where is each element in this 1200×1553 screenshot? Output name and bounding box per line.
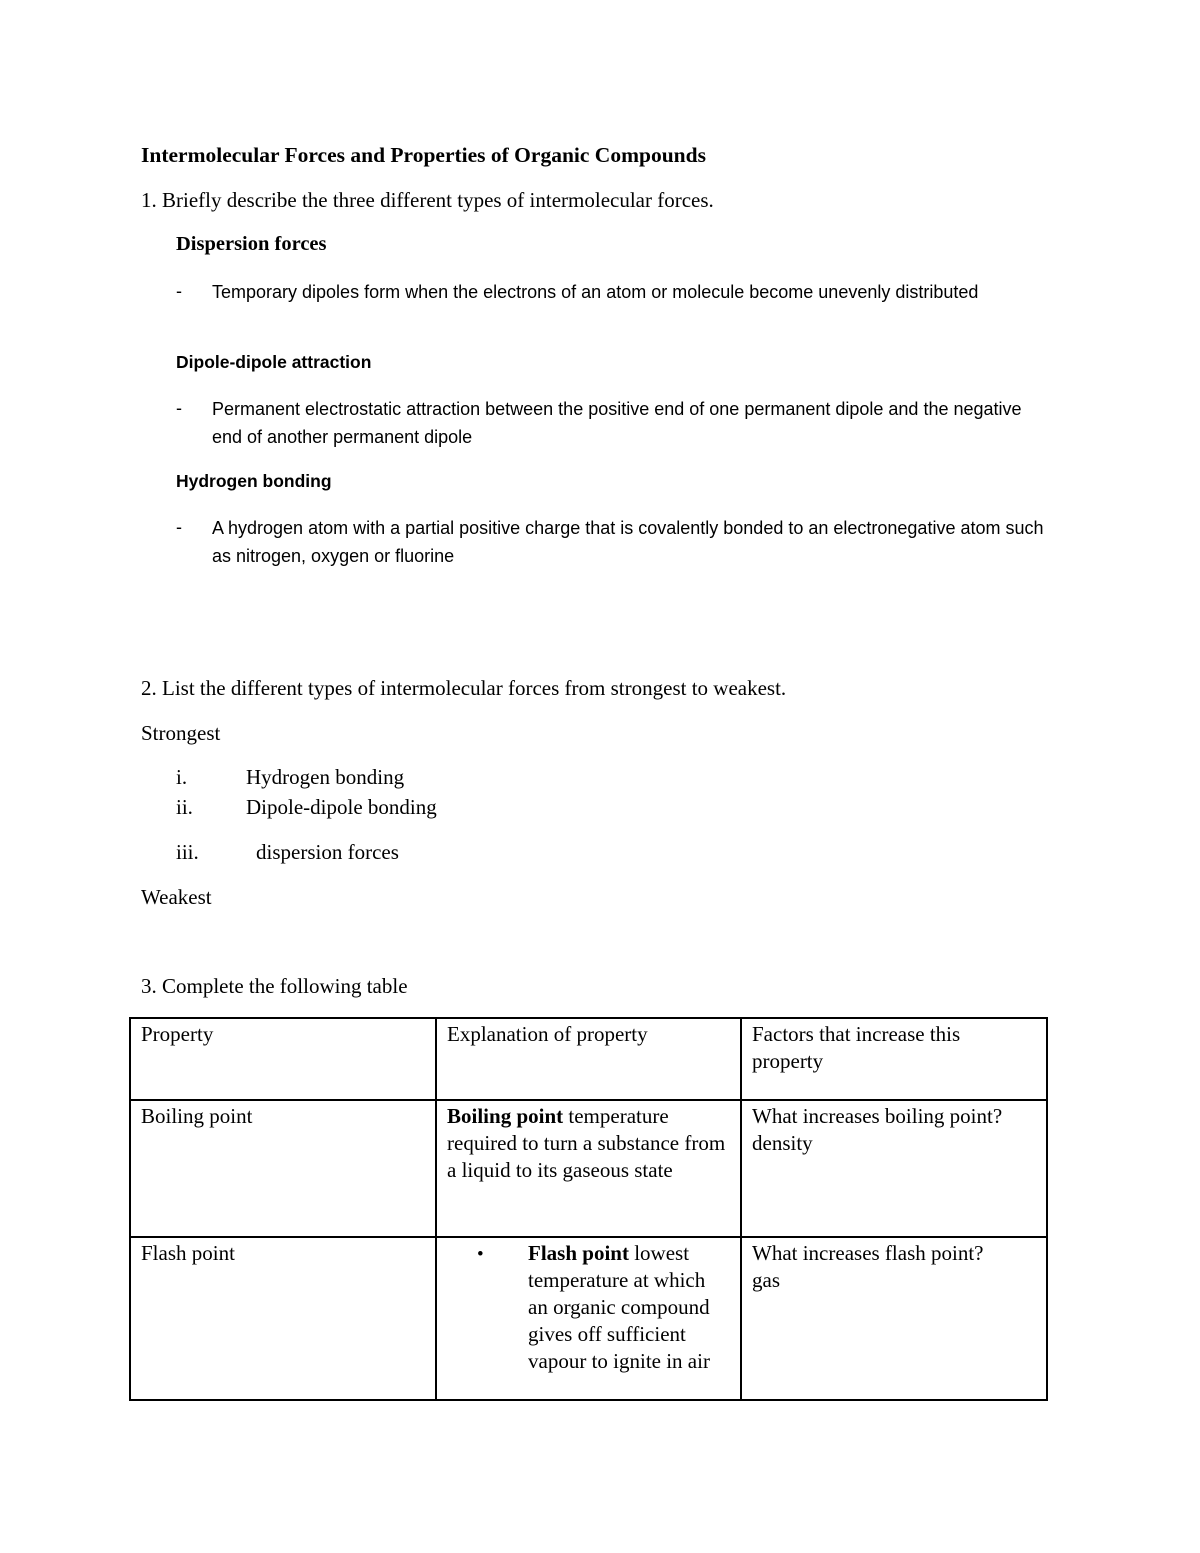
factor-cell [741,1100,1047,1237]
force-description-hydrogen: A hydrogen atom with a partial positive charge that is covalently bonded to an electronegative atom such as nitrogen, oxygen or fluorine [212,518,1044,566]
factor-question: What increases boiling point? [752,1104,1003,1128]
question-1-prompt: 1. Briefly describe the three different types of intermolecular forces. [141,188,714,212]
force-heading-hydrogen: Hydrogen bonding [176,471,332,491]
table-row [130,1100,1047,1237]
header-cell: Explanation of property [436,1018,741,1100]
property-cell: Boiling point [130,1100,436,1237]
force-description-dispersion: Temporary dipoles form when the electrons of an atom or molecule become unevenly distributed [212,282,979,302]
force-description-dipole: Permanent electrostatic attraction between the positive end of one permanent dipole and the negative end of another permanent dipole [212,399,1022,447]
header-cell: Property [130,1018,436,1100]
table-row [130,1237,1047,1400]
factor-question: What increases flash point? [752,1241,984,1265]
property-cell: Flash point [130,1237,436,1400]
strongest-label: Strongest [141,721,221,745]
explanation-cell [436,1237,741,1400]
document-title: Intermolecular Forces and Properties of Organic Compounds [141,143,706,167]
force-heading-dispersion: Dispersion forces [176,233,327,255]
rank-number: iii. [176,840,199,864]
bullet-dot-icon [477,1240,528,1375]
properties-table [129,1017,1048,1401]
dash-bullet: - [176,398,182,418]
rank-item: dispersion forces [256,840,399,864]
header-cell: Factors that increase this property [741,1018,1047,1100]
dash-bullet: - [176,281,182,301]
force-heading-dipole: Dipole-dipole attraction [176,352,372,372]
weakest-label: Weakest [141,885,212,909]
property-term: Boiling point [447,1104,564,1128]
table-header-row [130,1018,1047,1100]
rank-number: ii. [176,795,193,819]
property-explanation: lowest temperature at which an organic compound gives off sufficient vapour to ignite in air [528,1241,710,1373]
factor-answer: density [752,1131,813,1155]
rank-number: i. [176,765,188,789]
rank-item: Dipole-dipole bonding [246,795,437,819]
factor-answer: gas [752,1268,780,1292]
explanation-cell [436,1100,741,1237]
question-2-prompt: 2. List the different types of intermolecular forces from strongest to weakest. [141,676,787,700]
dash-bullet: - [176,517,182,537]
factor-cell [741,1237,1047,1400]
property-explanation: temperature required to turn a substance from a liquid to its gaseous state [447,1104,726,1182]
property-term: Flash point [528,1241,629,1265]
question-3-prompt: 3. Complete the following table [141,974,408,998]
rank-item: Hydrogen bonding [246,765,405,789]
